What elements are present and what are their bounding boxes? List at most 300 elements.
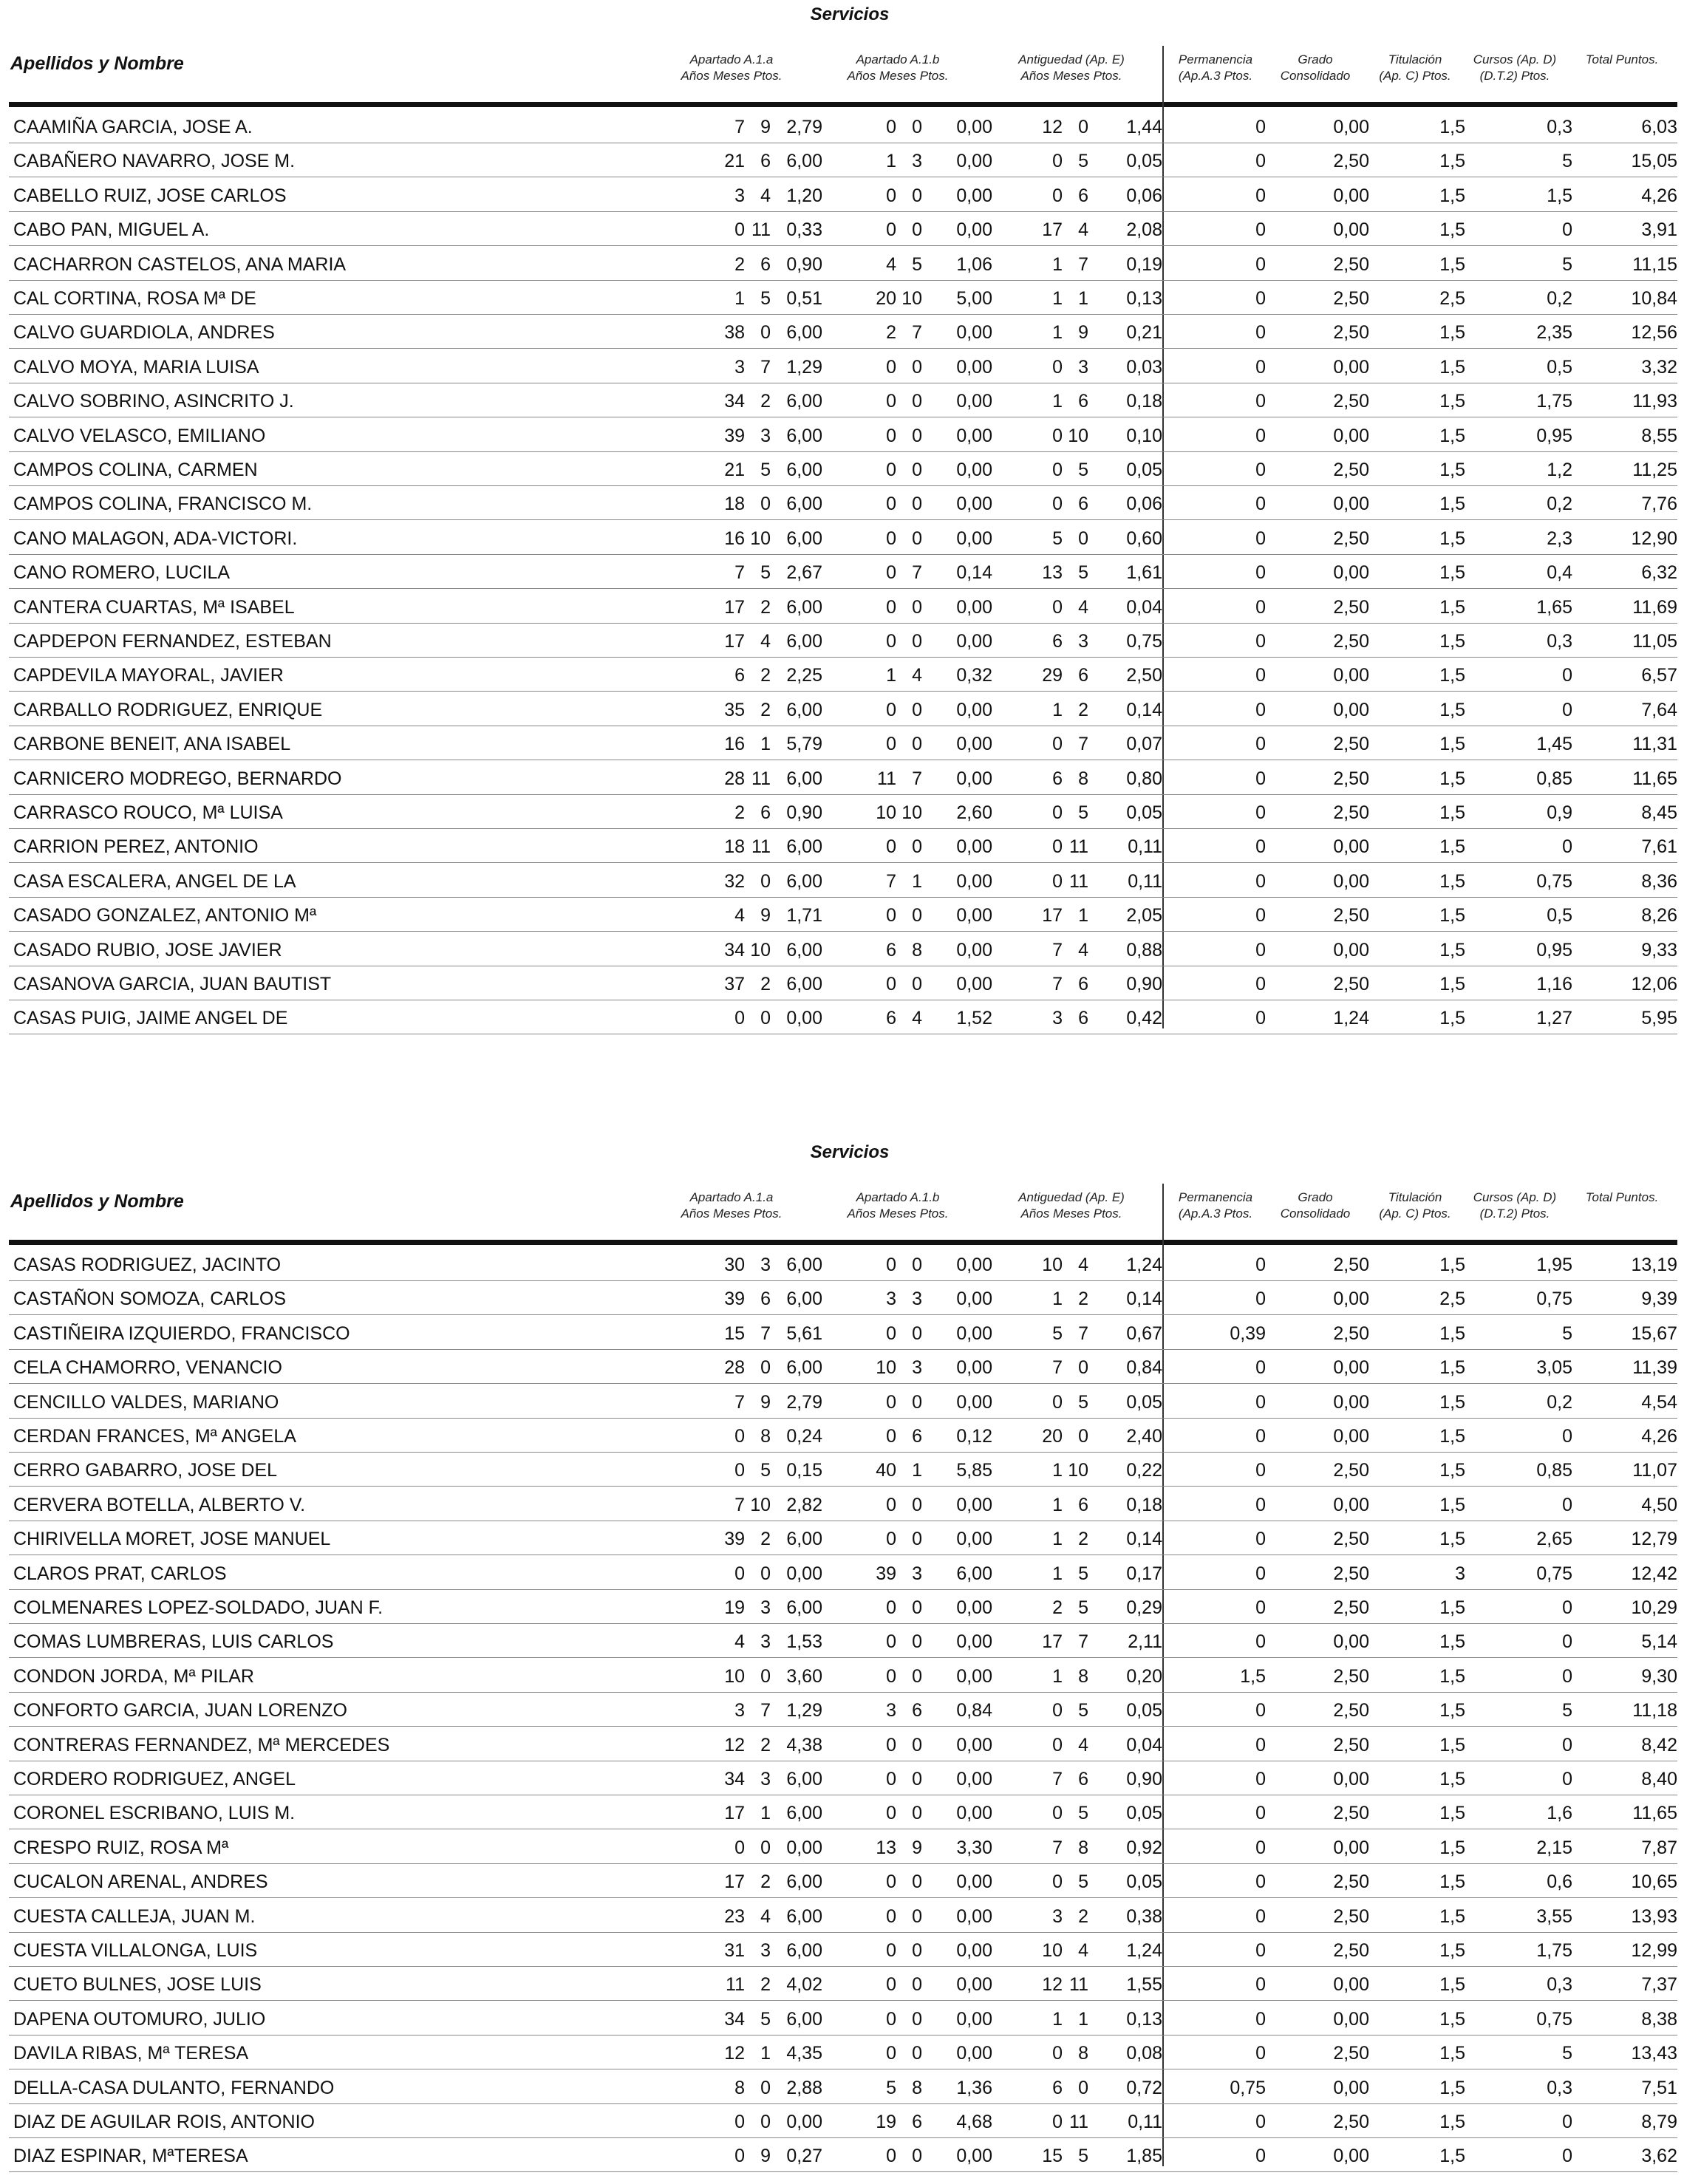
cell-titulacion: 1,5 — [1439, 460, 1465, 480]
cell-a1b-ptos: 6,00 — [956, 1563, 992, 1584]
cell-name: CARNICERO MODREGO, BERNARDO — [13, 768, 342, 789]
cell-a1b-meses: 0 — [912, 1665, 922, 1687]
cell-ant-meses: 0 — [1078, 1357, 1088, 1379]
table-row — [0, 864, 1684, 898]
section-title: Servicios — [810, 1142, 890, 1162]
cell-total: 13,93 — [1631, 1905, 1677, 1927]
cell-ant-anos: 3 — [1052, 1008, 1063, 1029]
cell-a1a-anos: 1 — [734, 288, 745, 309]
cell-a1b-ptos: 0,00 — [956, 2043, 992, 2064]
cell-total: 9,33 — [1641, 939, 1677, 960]
cell-ant-meses: 8 — [1078, 2043, 1088, 2064]
cell-name: CARBALLO RODRIGUEZ, ENRIQUE — [13, 699, 323, 720]
cell-cursos: 0,75 — [1536, 1289, 1572, 1310]
cell-name: COLMENARES LOPEZ-SOLDADO, JUAN F. — [13, 1597, 383, 1618]
cell-ant-meses: 1 — [1078, 288, 1088, 309]
cell-a1a-meses: 8 — [760, 1426, 771, 1447]
cell-ant-anos: 0 — [1052, 1700, 1063, 1721]
cell-ant-meses: 2 — [1078, 1289, 1088, 1310]
cell-titulacion: 1,5 — [1439, 356, 1465, 378]
cell-ant-meses: 3 — [1078, 631, 1088, 652]
cell-a1b-anos: 1 — [886, 151, 896, 172]
cell-ant-ptos: 2,11 — [1128, 1631, 1162, 1653]
cell-permanencia: 0 — [1255, 1769, 1266, 1789]
cell-a1b-meses: 0 — [912, 2008, 922, 2030]
cell-a1a-anos: 6 — [734, 665, 745, 686]
cell-ant-ptos: 1,85 — [1126, 2146, 1162, 2167]
cell-name: DELLA-CASA DULANTO, FERNANDO — [13, 2077, 335, 2098]
cell-ant-anos: 0 — [1052, 460, 1063, 480]
cell-a1b-anos: 4 — [886, 253, 896, 275]
cell-a1b-ptos: 4,68 — [956, 2112, 992, 2132]
cell-ant-anos: 5 — [1052, 1323, 1063, 1344]
cell-a1a-anos: 32 — [724, 870, 745, 892]
cell-ant-anos: 1 — [1052, 1529, 1063, 1550]
cell-grado: 0,00 — [1333, 562, 1369, 584]
cell-permanencia: 0 — [1255, 1289, 1266, 1310]
cell-name: CANTERA CUARTAS, Mª ISABEL — [13, 596, 295, 618]
cell-ant-anos: 12 — [1042, 117, 1063, 137]
cell-a1a-anos: 15 — [724, 1323, 745, 1344]
cell-name: CANO ROMERO, LUCILA — [13, 562, 231, 584]
header-antiguedad: Antiguedad (Ap. E) Años Meses Ptos. — [1018, 1190, 1125, 1221]
cell-a1a-ptos: 6,00 — [786, 1289, 822, 1310]
cell-a1b-anos: 0 — [886, 1871, 896, 1893]
cell-a1b-ptos: 0,00 — [956, 870, 992, 892]
cell-name: CLAROS PRAT, CARLOS — [13, 1563, 227, 1584]
cell-ant-ptos: 0,92 — [1126, 1837, 1162, 1858]
cell-a1b-meses: 6 — [912, 2112, 922, 2132]
cell-ant-anos: 13 — [1042, 562, 1063, 584]
table-row — [0, 1385, 1684, 1419]
cell-titulacion: 1,5 — [1439, 2112, 1465, 2132]
cell-ant-anos: 0 — [1052, 356, 1063, 378]
cell-ant-anos: 15 — [1042, 2146, 1063, 2167]
cell-permanencia: 0 — [1255, 528, 1266, 549]
cell-a1a-anos: 7 — [734, 117, 745, 137]
cell-total: 8,42 — [1641, 1734, 1677, 1755]
cell-a1a-meses: 0 — [760, 1563, 771, 1584]
cell-permanencia: 1,5 — [1240, 1665, 1266, 1687]
cell-a1a-meses: 2 — [760, 596, 771, 618]
cell-a1b-ptos: 0,14 — [956, 562, 992, 584]
cell-ant-ptos: 0,03 — [1126, 356, 1162, 378]
cell-name: CAPDEVILA MAYORAL, JAVIER — [13, 665, 284, 686]
cell-permanencia: 0 — [1255, 2043, 1266, 2064]
cell-a1b-anos: 3 — [886, 1289, 896, 1310]
cell-titulacion: 1,5 — [1439, 734, 1465, 755]
cell-grado: 2,50 — [1333, 631, 1369, 652]
cell-a1b-meses: 0 — [912, 974, 922, 994]
cell-name: DIAZ ESPINAR, MªTERESA — [13, 2146, 248, 2167]
cell-ant-anos: 0 — [1052, 836, 1063, 858]
cell-a1b-ptos: 0,32 — [956, 665, 992, 686]
table-row — [0, 590, 1684, 624]
cell-name: CALVO VELASCO, EMILIANO — [13, 425, 266, 446]
cell-total: 8,38 — [1641, 2008, 1677, 2030]
header-permanencia: Permanencia (Ap.A.3 Ptos. — [1178, 52, 1253, 83]
cell-ant-anos: 1 — [1052, 1665, 1063, 1687]
cell-cursos: 5 — [1562, 151, 1572, 172]
cell-a1a-anos: 7 — [734, 1391, 745, 1413]
cell-a1b-meses: 0 — [912, 185, 922, 206]
cell-total: 13,43 — [1631, 2043, 1677, 2064]
cell-total: 11,93 — [1632, 391, 1677, 412]
cell-a1b-anos: 0 — [886, 185, 896, 206]
cell-a1a-anos: 0 — [734, 1426, 745, 1447]
cell-total: 11,69 — [1632, 596, 1677, 618]
cell-a1b-ptos: 0,00 — [956, 1974, 992, 1996]
cell-a1a-ptos: 6,00 — [786, 870, 822, 892]
cell-titulacion: 1,5 — [1439, 1391, 1465, 1413]
cell-name: DIAZ DE AGUILAR ROIS, ANTONIO — [13, 2112, 315, 2132]
cell-ant-meses: 5 — [1078, 802, 1088, 823]
cell-a1b-meses: 5 — [912, 253, 922, 275]
cell-a1b-meses: 8 — [912, 939, 922, 960]
cell-cursos: 0 — [1562, 665, 1572, 686]
cell-ant-anos: 1 — [1052, 1563, 1063, 1584]
cell-name: CUETO BULNES, JOSE LUIS — [13, 1974, 262, 1996]
table-row — [0, 281, 1684, 315]
cell-a1b-anos: 0 — [886, 1905, 896, 1927]
cell-titulacion: 1,5 — [1439, 1529, 1465, 1550]
cell-ant-meses: 1 — [1078, 905, 1088, 927]
cell-ant-ptos: 0,05 — [1126, 1871, 1162, 1893]
header-a1b: Apartado A.1.b Años Meses Ptos. — [847, 52, 949, 83]
cell-cursos: 0,85 — [1536, 1460, 1572, 1481]
cell-a1b-meses: 10 — [901, 802, 922, 823]
cell-ant-meses: 0 — [1078, 1426, 1088, 1447]
cell-ant-anos: 2 — [1052, 1597, 1063, 1618]
cell-a1b-ptos: 0,00 — [956, 1391, 992, 1413]
cell-total: 7,51 — [1641, 2077, 1677, 2098]
cell-total: 12,99 — [1631, 1940, 1677, 1961]
table-row — [0, 1795, 1684, 1829]
cell-permanencia: 0 — [1255, 596, 1266, 618]
cell-a1a-anos: 35 — [724, 699, 745, 720]
cell-permanencia: 0 — [1255, 905, 1266, 927]
cell-ant-meses: 7 — [1078, 1631, 1088, 1653]
cell-a1b-anos: 0 — [886, 1974, 896, 1996]
cell-permanencia: 0 — [1255, 253, 1266, 275]
cell-a1b-ptos: 0,00 — [956, 836, 992, 858]
cell-a1a-ptos: 1,20 — [786, 185, 822, 206]
cell-total: 3,91 — [1641, 219, 1677, 241]
cell-titulacion: 1,5 — [1439, 2008, 1465, 2030]
cell-a1a-meses: 0 — [760, 322, 771, 344]
table-row — [0, 452, 1684, 486]
cell-a1a-ptos: 0,24 — [786, 1426, 822, 1447]
cell-titulacion: 1,5 — [1439, 802, 1465, 823]
cell-permanencia: 0 — [1255, 1631, 1266, 1653]
cell-a1b-meses: 0 — [912, 905, 922, 927]
cell-grado: 0,00 — [1333, 1426, 1369, 1447]
cell-a1a-anos: 3 — [734, 356, 745, 378]
cell-a1a-ptos: 5,79 — [786, 734, 822, 755]
cell-grado: 2,50 — [1333, 974, 1369, 994]
cell-ant-meses: 7 — [1078, 253, 1088, 275]
cell-a1a-ptos: 6,00 — [786, 768, 822, 789]
cell-ant-meses: 5 — [1078, 1871, 1088, 1893]
cell-ant-ptos: 2,05 — [1126, 905, 1162, 927]
table-row — [0, 1899, 1684, 1933]
cell-a1b-meses: 0 — [912, 836, 922, 858]
cell-a1a-ptos: 6,00 — [786, 425, 822, 446]
cell-a1b-anos: 0 — [886, 1494, 896, 1515]
cell-cursos: 1,65 — [1536, 596, 1572, 618]
cell-a1b-ptos: 0,12 — [956, 1426, 992, 1447]
cell-ant-ptos: 0,05 — [1126, 1803, 1162, 1824]
cell-cursos: 1,6 — [1547, 1803, 1572, 1824]
table-row — [0, 1453, 1684, 1487]
cell-titulacion: 1,5 — [1439, 219, 1465, 241]
cell-ant-ptos: 1,61 — [1126, 562, 1162, 584]
cell-a1b-anos: 0 — [886, 1323, 896, 1344]
cell-ant-meses: 4 — [1078, 1734, 1088, 1755]
cell-total: 8,79 — [1641, 2112, 1677, 2132]
cell-titulacion: 3 — [1455, 1563, 1465, 1584]
cell-a1a-ptos: 6,00 — [786, 460, 822, 480]
cell-a1a-meses: 3 — [760, 425, 771, 446]
cell-a1a-ptos: 0,90 — [786, 253, 822, 275]
cell-ant-anos: 0 — [1052, 596, 1063, 618]
cell-a1b-meses: 9 — [912, 1837, 922, 1858]
cell-permanencia: 0 — [1255, 1426, 1266, 1447]
cell-titulacion: 1,5 — [1439, 2146, 1465, 2167]
cell-grado: 0,00 — [1333, 117, 1369, 137]
cell-a1a-ptos: 2,67 — [786, 562, 822, 584]
cell-a1a-anos: 10 — [724, 1665, 745, 1687]
cell-a1a-ptos: 2,25 — [786, 665, 822, 686]
cell-a1a-anos: 4 — [734, 905, 745, 927]
cell-grado: 2,50 — [1333, 288, 1369, 309]
cell-a1b-meses: 3 — [912, 1357, 922, 1379]
cell-a1a-meses: 10 — [750, 528, 771, 549]
cell-titulacion: 1,5 — [1439, 1734, 1465, 1755]
cell-permanencia: 0 — [1255, 768, 1266, 789]
cell-grado: 0,00 — [1333, 939, 1369, 960]
cell-a1b-anos: 0 — [886, 1631, 896, 1653]
cell-grado: 0,00 — [1333, 2146, 1369, 2167]
cell-ant-meses: 4 — [1078, 596, 1088, 618]
cell-a1a-meses: 0 — [760, 494, 771, 515]
cell-ant-meses: 4 — [1078, 1255, 1088, 1275]
cell-a1b-meses: 8 — [912, 2077, 922, 2098]
cell-a1b-meses: 0 — [912, 356, 922, 378]
cell-titulacion: 1,5 — [1439, 1008, 1465, 1029]
cell-a1a-meses: 3 — [760, 1255, 771, 1275]
cell-titulacion: 1,5 — [1439, 631, 1465, 652]
table-row — [0, 109, 1684, 143]
cell-name: CANO MALAGON, ADA-VICTORI. — [13, 528, 298, 549]
cell-a1a-anos: 0 — [734, 1008, 745, 1029]
cell-name: CARRASCO ROUCO, Mª LUISA — [13, 802, 283, 823]
cell-a1a-ptos: 6,00 — [786, 2008, 822, 2030]
table-row — [0, 1316, 1684, 1350]
cell-grado: 2,50 — [1333, 322, 1369, 344]
cell-a1b-anos: 0 — [886, 117, 896, 137]
cell-ant-anos: 3 — [1052, 1905, 1063, 1927]
cell-cursos: 0 — [1562, 1494, 1572, 1515]
cell-ant-meses: 4 — [1078, 939, 1088, 960]
cell-name: CASANOVA GARCIA, JUAN BAUTIST — [13, 974, 332, 994]
cell-a1a-ptos: 0,00 — [786, 2112, 822, 2132]
cell-titulacion: 1,5 — [1439, 1631, 1465, 1653]
cell-a1a-meses: 2 — [760, 974, 771, 994]
cell-cursos: 0,3 — [1547, 1974, 1572, 1996]
cell-grado: 0,00 — [1333, 836, 1369, 858]
cell-ant-meses: 6 — [1078, 494, 1088, 515]
cell-total: 6,57 — [1641, 665, 1677, 686]
cell-a1a-meses: 3 — [760, 1631, 771, 1653]
cell-cursos: 5 — [1562, 253, 1572, 275]
cell-a1a-anos: 11 — [726, 1974, 745, 1996]
cell-cursos: 0,75 — [1536, 870, 1572, 892]
cell-ant-anos: 1 — [1052, 699, 1063, 720]
cell-ant-anos: 1 — [1052, 322, 1063, 344]
cell-a1a-meses: 6 — [760, 1289, 771, 1310]
cell-a1b-meses: 3 — [912, 1289, 922, 1310]
cell-grado: 0,00 — [1333, 1631, 1369, 1653]
cell-a1a-anos: 2 — [734, 253, 745, 275]
cell-a1b-ptos: 0,00 — [956, 1597, 992, 1618]
cell-a1a-meses: 10 — [750, 939, 771, 960]
cell-a1a-ptos: 1,29 — [786, 1700, 822, 1721]
cell-a1b-ptos: 0,00 — [956, 1323, 992, 1344]
cell-ant-anos: 1 — [1052, 391, 1063, 412]
cell-ant-anos: 17 — [1042, 905, 1063, 927]
cell-total: 6,03 — [1641, 117, 1677, 137]
cell-ant-anos: 5 — [1052, 528, 1063, 549]
cell-ant-ptos: 2,08 — [1126, 219, 1162, 241]
cell-a1b-anos: 0 — [886, 425, 896, 446]
cell-a1b-meses: 0 — [912, 1803, 922, 1824]
cell-a1b-ptos: 0,00 — [956, 905, 992, 927]
cell-ant-anos: 0 — [1052, 870, 1063, 892]
cell-ant-meses: 6 — [1078, 391, 1088, 412]
cell-cursos: 0,2 — [1547, 494, 1572, 515]
cell-ant-meses: 4 — [1078, 1940, 1088, 1961]
cell-a1b-meses: 0 — [912, 1974, 922, 1996]
cell-grado: 2,50 — [1333, 905, 1369, 927]
cell-a1b-anos: 20 — [876, 288, 896, 309]
cell-a1a-ptos: 6,00 — [786, 631, 822, 652]
cell-total: 8,45 — [1641, 802, 1677, 823]
cell-a1b-anos: 0 — [886, 562, 896, 584]
cell-ant-ptos: 0,05 — [1126, 1700, 1162, 1721]
cell-ant-ptos: 1,44 — [1126, 117, 1162, 137]
cell-ant-ptos: 1,55 — [1126, 1974, 1162, 1996]
cell-grado: 0,00 — [1333, 2077, 1369, 2098]
cell-total: 11,39 — [1632, 1357, 1677, 1379]
cell-name: CACHARRON CASTELOS, ANA MARIA — [13, 253, 347, 275]
cell-a1a-ptos: 1,71 — [786, 905, 822, 927]
cell-ant-meses: 2 — [1078, 699, 1088, 720]
table-row — [0, 1521, 1684, 1555]
cell-a1b-meses: 0 — [912, 699, 922, 720]
cell-permanencia: 0 — [1255, 1871, 1266, 1893]
cell-a1a-anos: 7 — [734, 562, 745, 584]
cell-a1a-meses: 0 — [760, 1008, 771, 1029]
cell-ant-ptos: 0,42 — [1126, 1008, 1162, 1029]
cell-a1a-meses: 5 — [760, 562, 771, 584]
cell-a1a-meses: 10 — [750, 1494, 771, 1515]
cell-cursos: 0,5 — [1547, 905, 1572, 927]
cell-a1a-meses: 0 — [760, 2112, 771, 2132]
cell-a1b-meses: 0 — [912, 1871, 922, 1893]
table-row — [0, 966, 1684, 1000]
cell-grado: 2,50 — [1333, 768, 1369, 789]
cell-ant-anos: 7 — [1052, 1769, 1063, 1789]
cell-a1b-ptos: 0,00 — [956, 322, 992, 344]
cell-a1b-meses: 0 — [912, 460, 922, 480]
cell-titulacion: 1,5 — [1439, 1769, 1465, 1789]
cell-ant-ptos: 0,90 — [1126, 1769, 1162, 1789]
cell-ant-ptos: 0,05 — [1126, 460, 1162, 480]
cell-a1a-meses: 5 — [760, 460, 771, 480]
cell-permanencia: 0 — [1255, 802, 1266, 823]
cell-ant-meses: 11 — [1069, 1974, 1088, 1996]
cell-a1b-ptos: 1,06 — [956, 253, 992, 275]
cell-name: CAMPOS COLINA, CARMEN — [13, 460, 258, 480]
cell-titulacion: 1,5 — [1439, 117, 1465, 137]
cell-grado: 2,50 — [1333, 1597, 1369, 1618]
cell-permanencia: 0 — [1255, 2112, 1266, 2132]
cell-a1a-meses: 9 — [760, 117, 771, 137]
cell-a1a-anos: 0 — [734, 1837, 745, 1858]
table-row — [0, 2104, 1684, 2138]
cell-permanencia: 0 — [1255, 2008, 1266, 2030]
cell-a1b-meses: 0 — [912, 391, 922, 412]
cell-ant-anos: 17 — [1042, 1631, 1063, 1653]
cell-ant-meses: 3 — [1078, 356, 1088, 378]
cell-grado: 2,50 — [1333, 1529, 1369, 1550]
cell-ant-anos: 0 — [1052, 425, 1063, 446]
cell-name: CERVERA BOTELLA, ALBERTO V. — [13, 1494, 306, 1515]
cell-a1a-anos: 39 — [724, 1529, 745, 1550]
cell-a1b-anos: 10 — [876, 802, 896, 823]
cell-ant-ptos: 0,72 — [1126, 2077, 1162, 2098]
cell-a1a-ptos: 6,00 — [786, 528, 822, 549]
cell-total: 9,39 — [1641, 1289, 1677, 1310]
cell-ant-meses: 7 — [1078, 1323, 1088, 1344]
cell-a1a-ptos: 6,00 — [786, 1529, 822, 1550]
table-row — [0, 2138, 1684, 2172]
cell-a1b-meses: 0 — [912, 425, 922, 446]
table-row — [0, 521, 1684, 555]
cell-ant-anos: 7 — [1052, 1837, 1063, 1858]
cell-a1a-ptos: 0,33 — [786, 219, 822, 241]
header-antiguedad: Antiguedad (Ap. E) Años Meses Ptos. — [1018, 52, 1125, 83]
table-row — [0, 624, 1684, 658]
cell-a1a-anos: 18 — [724, 494, 745, 515]
cell-ant-ptos: 0,29 — [1126, 1597, 1162, 1618]
cell-ant-meses: 9 — [1078, 322, 1088, 344]
cell-total: 7,87 — [1641, 1837, 1677, 1858]
header-titulacion: Titulación (Ap. C) Ptos. — [1379, 1190, 1451, 1221]
cell-permanencia: 0 — [1255, 734, 1266, 755]
cell-cursos: 1,75 — [1536, 391, 1572, 412]
cell-total: 13,19 — [1631, 1255, 1677, 1275]
cell-grado: 0,00 — [1333, 356, 1369, 378]
cell-ant-ptos: 2,50 — [1126, 665, 1162, 686]
header-a1a: Apartado A.1.a Años Meses Ptos. — [681, 52, 783, 83]
table-row — [0, 1864, 1684, 1898]
cell-a1a-anos: 16 — [724, 734, 745, 755]
cell-titulacion: 1,5 — [1439, 151, 1465, 172]
header-permanencia: Permanencia (Ap.A.3 Ptos. — [1178, 1190, 1253, 1221]
cell-titulacion: 1,5 — [1439, 665, 1465, 686]
